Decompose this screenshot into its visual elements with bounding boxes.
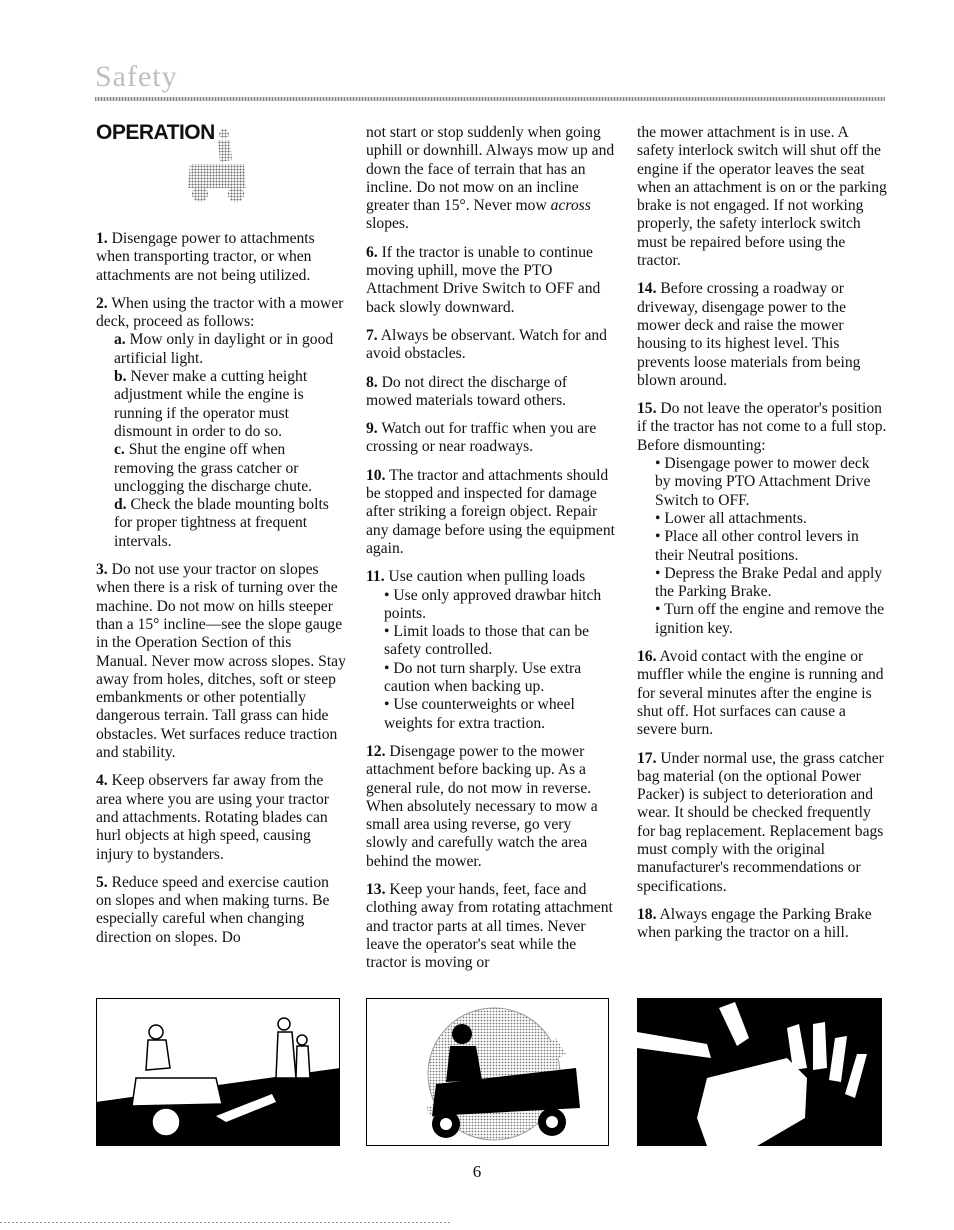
- no-passengers-illustration: [366, 998, 609, 1146]
- item-2b: b. Never make a cutting height adjustment while the engine is running if the operator must dismount in order to do so.: [114, 368, 308, 440]
- item-2: 2. When using the tractor with a mower deck, proceed as follows: a. Mow only in daylight or in good artificial light. b. Never make a cutting height adjustment while the engine is running if the operator must dismount in order to do so. c. Shut the engine off when removing the grass catcher or unclogging the discharge chute. d. Check the blade mounting bolts for proper tightness at frequent intervals.: [96, 295, 346, 551]
- item-10: 10. The tractor and attachments should be stopped and inspected for damage after striking a foreign object. Repair any damage before using the equipment again.: [366, 466, 615, 557]
- footer-rule: [0, 1222, 450, 1223]
- bullet: • Turn off the engine and remove the ignition key.: [655, 601, 885, 637]
- item-16: 16. Avoid contact with the engine or muffler while the engine is running and for several minutes after the engine is shut off. Hot surfaces can cause a severe burn.: [637, 648, 884, 739]
- item-18: 18. Always engage the Parking Brake when parking the tractor on a hill.: [637, 905, 872, 942]
- item-6: 6. If the tractor is unable to continue moving uphill, move the PTO Attachment Drive Switch to OFF and back slowly downward.: [366, 243, 601, 316]
- tractor-operator-icon: [182, 126, 252, 204]
- bullet: • Depress the Brake Pedal and apply the Parking Brake.: [655, 564, 883, 601]
- item-13: 13. Keep your hands, feet, face and clothing away from rotating attachment and tractor parts at all times. Never leave the operator's seat while the tractor is moving or: [366, 880, 613, 972]
- bullet: • Place all other control levers in their Neutral positions.: [655, 528, 859, 564]
- column-1: [96, 121, 346, 957]
- item-12: 12. Disengage power to the mower attachment before backing up. As a general rule, do not mow in reverse. When absolutely necessary to mow a small area using reverse, go very slowly and carefully watch the area behind the mower.: [366, 742, 598, 870]
- column-3: [637, 124, 887, 952]
- item-5-continued: not start or stop suddenly when going uphill or downhill. Always mow up and down the face of terrain that has an incline. Do not mow on an incline greater than 15°. Never mow across slopes.: [366, 124, 615, 233]
- item-4: 4. Keep observers far away from the area where you are using your tractor and attachments. Rotating blades can hurl objects at high speed, causing injury to bystanders.: [96, 772, 329, 863]
- page-header-title: Safety: [95, 60, 178, 93]
- hand-hazard-illustration: [637, 998, 882, 1146]
- bullet: • Disengage power to mower deck by moving PTO Attachment Drive Switch to OFF.: [655, 455, 871, 509]
- bystanders-illustration: [96, 998, 340, 1146]
- item-17: 17. Under normal use, the grass catcher bag material (on the optional Power Packer) is subject to deterioration and wear. It should be checked frequently for bag replacement. Replacement bags must comply with the original manufacturer's recommendations or specifications.: [637, 749, 884, 895]
- item-8: 8. Do not direct the discharge of mowed materials toward others.: [366, 373, 568, 409]
- bullet: • Do not turn sharply. Use extra caution when backing up.: [384, 659, 582, 696]
- header-rule: [95, 97, 885, 101]
- item-2d: d. Check the blade mounting bolts for proper tightness at frequent intervals.: [114, 496, 329, 550]
- bullet: • Use counterweights or wheel weights for extra traction.: [384, 696, 575, 732]
- item-3: 3. Do not use your tractor on slopes when there is a risk of turning over the machine. Do not mow on hills steeper than a 15° incline—see the slope gauge in the Operation Section of this Manual. Never mow across slopes. Stay away from holes, ditches, soft or steep embankments or other potentially dangerous terrain. Tall grass can hide obstacles. Wet surfaces reduce traction and stability.: [96, 561, 346, 762]
- item-1: 1. Disengage power to attachments when transporting tractor, or when attachments are not being utilized.: [96, 230, 315, 284]
- item-9: 9. Watch out for traffic when you are crossing or near roadways.: [366, 420, 597, 456]
- item-2-subitems: [96, 331, 346, 551]
- bullet: • Lower all attachments.: [655, 509, 807, 527]
- item-13-continued: the mower attachment is in use. A safety interlock switch will shut off the engine if the operator leaves the seat when an attachment is on or the parking brake is not engaged. If not working properly, the safety interlock switch must be repaired before using the tractor.: [637, 124, 887, 270]
- section-heading: OPERATION: [96, 121, 215, 144]
- item-5: 5. Reduce speed and exercise caution on slopes and when making turns. Be especially careful when changing direction on slopes. Do: [96, 873, 330, 946]
- item-2a: a. Mow only in daylight or in good artificial light.: [114, 331, 334, 367]
- column-2: [366, 124, 616, 982]
- item-15-bullets: [637, 455, 887, 638]
- item-2c: c. Shut the engine off when removing the grass catcher or unclogging the discharge chute.: [114, 441, 313, 495]
- page-number: 6: [472, 1162, 482, 1181]
- item-7: 7. Always be observant. Watch for and avoid obstacles.: [366, 326, 607, 363]
- item-11: 11. Use caution when pulling loads • Use only approved drawbar hitch points. • Limit loads to those that can be safety controlled. • Do not turn sharply. Use extra caution when backing up. • Use counterweights or wheel weights for extra traction.: [366, 568, 616, 733]
- item-15: 15. Do not leave the operator's position if the tractor has not come to a full stop. Before dismounting: • Disengage power to mower deck by moving PTO Attachment Drive Switch to OFF. • Lower all attachments. • Place all other control levers in their Neutral positions. • Depress the Brake Pedal and apply the Parking Brake. • Turn off the engine and remove the ignition key.: [637, 400, 887, 637]
- item-14: 14. Before crossing a roadway or driveway, disengage power to the mower deck and raise the mower housing to its highest level. This prevents loose materials from being blown around.: [637, 280, 861, 389]
- section-heading-block: [96, 121, 346, 230]
- bullet: • Limit loads to those that can be safety controlled.: [384, 623, 590, 659]
- item-11-bullets: [366, 587, 616, 733]
- bullet: • Use only approved drawbar hitch points.: [384, 586, 602, 622]
